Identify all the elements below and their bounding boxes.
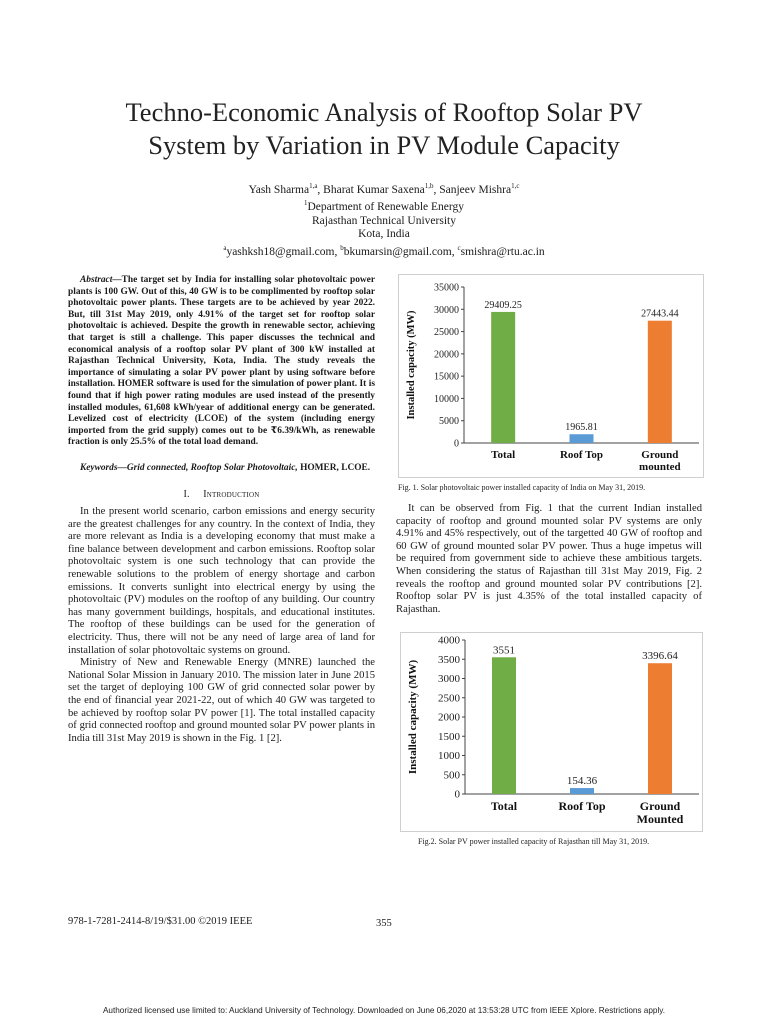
figure-1 bbox=[398, 274, 704, 478]
y-tick-label: 10000 bbox=[434, 393, 459, 405]
affiliation-sup: 1 bbox=[303, 199, 308, 208]
x-category-label: Ground bbox=[639, 799, 681, 813]
y-tick-label: 30000 bbox=[434, 304, 459, 316]
section-number: I. bbox=[183, 488, 190, 500]
y-axis-label: Installed capacity (MW) bbox=[407, 659, 419, 775]
intro-paragraph-2: Ministry of New and Renewable Energy (MNRE) launched the National Solar Mission in January 2010. The mission later in June 2015 set the target of deploying 100 GW of grid connected solar power by the end of financial year 2021-22, out of which 40 GW was targeted to be achieved by rooftop solar PV power [1]. The total installed capacity of grid connected rooftop and ground mounted solar PV power plants in India till 31st May 2019 is shown in the Fig. 1 [2]. bbox=[68, 657, 375, 744]
y-tick-label: 15000 bbox=[434, 371, 459, 383]
bar bbox=[491, 312, 515, 443]
y-tick-label: 3000 bbox=[438, 673, 460, 685]
x-category-label: Ground bbox=[641, 449, 679, 461]
email-sup: b bbox=[340, 243, 344, 252]
x-category-label: Roof Top bbox=[558, 799, 606, 813]
author-emails: $^a$yashksh18@gmail.com, $^b$bkumarsin@gmail.com, $^c$smishra@rtu.ac.in bbox=[223, 243, 545, 258]
author-block bbox=[60, 180, 708, 259]
abstract-label: Abstract bbox=[80, 275, 113, 285]
bar-value-label: 1965.81 bbox=[565, 422, 598, 434]
bar bbox=[492, 657, 516, 794]
intro-paragraph-1: In the present world scenario, carbon emissions and energy security are the greatest challenges for any country. In the context of India, they are more relevant as India is a developing economy that must make a fine balance between development and carbon emissions. Rooftop solar photovoltaic system is one such technology that can provide the renewable solutions to the problem of energy shortage and carbon emissions. It converts sunlight into electrical energy by using the photovoltaic (PV) modules on the rooftop of any building. Our country has many government buildings, hospitals, and educational institutes. The rooftop of these buildings can be used for the generation of electricity. Thus, there will not be any need of large area of land for installation of solar photovoltaic systems on ground. bbox=[68, 506, 375, 656]
y-tick-label: 1000 bbox=[438, 750, 460, 762]
bar bbox=[648, 663, 672, 794]
email-link[interactable]: yashksh18@gmail.com bbox=[226, 245, 335, 258]
paper-title bbox=[60, 96, 708, 162]
bar-value-label: 154.36 bbox=[566, 775, 598, 788]
email-sup: a bbox=[223, 243, 227, 252]
y-tick-label: 500 bbox=[443, 769, 460, 782]
y-axis-label: Installed capacity (MW) bbox=[406, 310, 417, 420]
y-tick-label: 0 bbox=[454, 438, 459, 450]
section-title: Introduction bbox=[203, 488, 260, 500]
bar bbox=[648, 321, 672, 443]
affiliation-university: Rajasthan Technical University bbox=[312, 214, 456, 227]
author-names: Yash Sharma$^{1,a}$, Bharat Kumar Saxena$^{1,b}$, Sanjeev Mishra$^{1,c}$ bbox=[248, 182, 520, 196]
y-tick-label: 20000 bbox=[434, 349, 459, 361]
affiliation-location: Kota, India bbox=[358, 228, 410, 241]
bar bbox=[570, 788, 594, 794]
figure-1-chart bbox=[399, 275, 703, 477]
bar-value-label: 29409.25 bbox=[484, 299, 522, 311]
author-sup: 1,c bbox=[511, 182, 520, 190]
title-line-1: Techno-Economic Analysis of Rooftop Solar PV bbox=[125, 97, 643, 127]
y-tick-label: 25000 bbox=[434, 327, 459, 339]
x-category-label: Total bbox=[490, 799, 518, 813]
bar-value-label: 3396.64 bbox=[642, 650, 678, 663]
y-tick-label: 2000 bbox=[438, 711, 460, 724]
license-notice: Authorized licensed use limited to: Auckland University of Technology. Downloaded on June 06,2020 at 13:53:28 UTC from IEEE Xplore. Restrictions apply. bbox=[102, 1006, 666, 1015]
x-category-label: mounted bbox=[639, 461, 681, 473]
footer-isbn: 978-1-7281-2414-8/19/$31.00 ©2019 IEEE bbox=[68, 916, 253, 927]
abstract bbox=[68, 275, 375, 449]
email-link[interactable]: smishra@rtu.ac.in bbox=[460, 245, 545, 258]
figure-1-caption: Fig. 1. Solar photovoltaic power installed capacity of India on May 31, 2019. bbox=[398, 483, 646, 492]
y-tick-label: 0 bbox=[454, 788, 460, 801]
abstract-text: —The target set by India for installing solar photovoltaic power plants is 100 GW. Out of this, 40 GW is to be complimented by rooftop solar photovoltaic power plants. These targets are to be achieved by year 2022. But, till 31st May 2019, only 4.91% of the target set for rooftop solar photovoltaic is achieved. Despite the growth in renewable sector, achieving that target is still a challenge. This paper discusses the technical and economical analysis of a rooftop solar PV plant of 300 kW installed at Rajasthan Technical University, Kota, India. The study reveals the importance of simulating a solar PV power plant by using software before installation. HOMER software is used for the simulation of power plant. It is found that if high power rating modules are used instead of the presently installed modules, 61,608 kWh/year of additional energy can be generated. Levelized cost of electricity (LCOE) of the system (including energy imported from the grid supply) comes out to be ₹6.39/kWh, as renewable fraction is only 25.5% of the total load demand. bbox=[68, 275, 375, 448]
author-sup: 1,b bbox=[424, 182, 434, 190]
x-category-label: Total bbox=[491, 449, 516, 461]
figure-2-caption: Fig.2. Solar PV power installed capacity of Rajasthan till May 31, 2019. bbox=[418, 837, 650, 846]
figure-2-chart bbox=[401, 633, 702, 831]
y-tick-label: 4000 bbox=[438, 634, 460, 647]
y-tick-label: 1500 bbox=[438, 730, 460, 743]
email-link[interactable]: bkumarsin@gmail.com bbox=[343, 245, 452, 258]
bar-value-label: 27443.44 bbox=[641, 308, 679, 320]
bar bbox=[570, 434, 594, 443]
y-tick-label: 35000 bbox=[434, 282, 459, 294]
y-tick-label: 3500 bbox=[438, 653, 460, 666]
section-heading bbox=[68, 489, 375, 502]
keywords-rest: HOMER, LCOE. bbox=[300, 462, 371, 473]
right-paragraph-1: It can be observed from Fig. 1 that the current Indian installed capacity of rooftop and ground mounted solar PV systems are only 4.91% and 45% respectively, out of the targetted 40 GW of rooftop and 60 GW of ground mounted solar PV power. Thus a huge impetus will be required from government side to achieve these ambitious targets. When considering the status of Rajasthan till 31st May 2019, Fig. 2 reveals the rooftop and ground mounted solar PV contributions [2]. Rooftop solar PV is just 4.35% of the total installed capacity of Rajasthan. bbox=[396, 503, 702, 615]
bar-value-label: 3551 bbox=[493, 644, 515, 657]
author-name: Yash Sharma bbox=[248, 183, 310, 196]
affiliation-dept: Department of Renewable Energy bbox=[307, 201, 465, 214]
email-sup: c bbox=[457, 243, 461, 252]
author-sup: 1,a bbox=[309, 182, 318, 190]
author-name: Bharat Kumar Saxena bbox=[323, 183, 425, 196]
x-category-label: Mounted bbox=[636, 812, 684, 826]
right-column bbox=[396, 503, 702, 616]
affiliation bbox=[60, 197, 708, 214]
y-tick-label: 2500 bbox=[438, 692, 460, 705]
keywords bbox=[68, 463, 375, 475]
title-line-2: System by Variation in PV Module Capacity bbox=[148, 130, 620, 160]
x-category-label: Roof Top bbox=[559, 449, 604, 461]
author-name: Sanjeev Mishra bbox=[439, 183, 512, 196]
y-tick-label: 5000 bbox=[439, 416, 459, 428]
page-number: 355 bbox=[376, 918, 392, 929]
keywords-label: Keywords—Grid connected, Rooftop Solar Photovoltaic, bbox=[80, 462, 298, 473]
left-column bbox=[68, 275, 375, 745]
figure-2 bbox=[400, 632, 703, 832]
